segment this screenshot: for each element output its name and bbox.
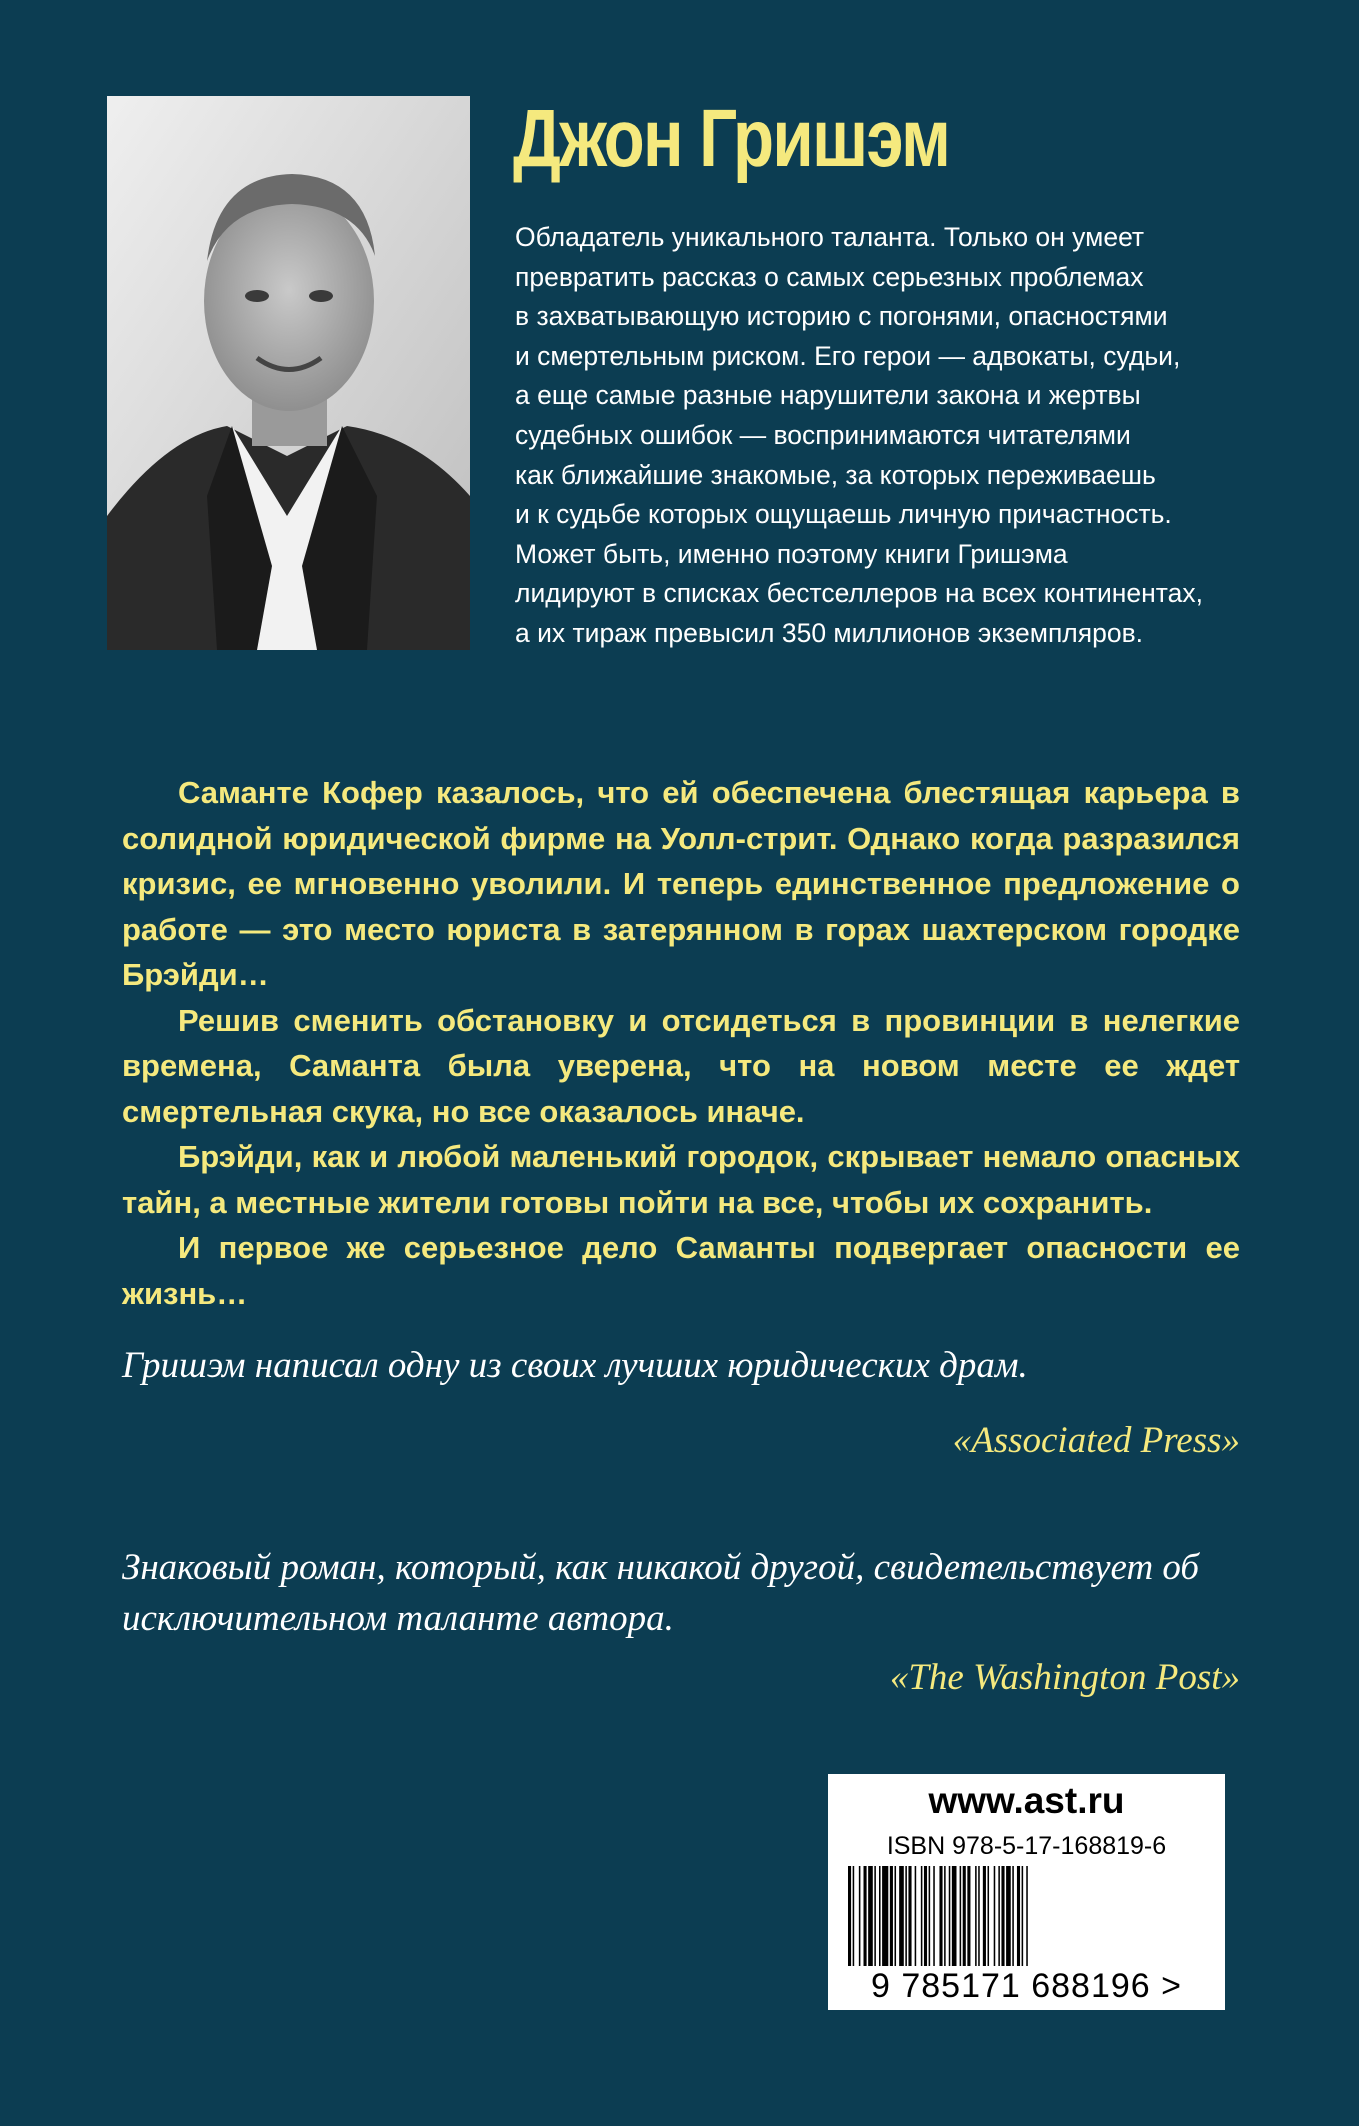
barcode-bar bbox=[960, 1866, 962, 1966]
publisher-url: www.ast.ru bbox=[928, 1780, 1125, 1821]
barcode-bar bbox=[905, 1866, 907, 1966]
bio-line: Может быть, именно поэтому книги Гришэма bbox=[515, 538, 1068, 569]
barcode-bar bbox=[1026, 1866, 1028, 1966]
isbn-label: ISBN 978-5-17-168819-6 bbox=[886, 1832, 1167, 1860]
barcode-bar bbox=[882, 1866, 888, 1966]
quote-text: Знаковый роман, который, как никакой другой, свидетельствует об исключительном таланте автора. bbox=[122, 1547, 1200, 1639]
barcode-bar bbox=[929, 1866, 931, 1966]
author-photo bbox=[107, 96, 470, 650]
barcode-bar bbox=[868, 1866, 873, 1966]
barcode-digits: 9 785171 688196 > bbox=[870, 1967, 1182, 2005]
barcode-bar bbox=[975, 1866, 977, 1966]
barcode-bar bbox=[1012, 1866, 1014, 1966]
bio-line: и к судьбе которых ощущаешь личную причастность. bbox=[515, 499, 1172, 530]
annotation-paragraph: Решив сменить обстановку и отсидеться в провинции в нелегкие времена, Саманта была уверена, что на новом месте ее ждет смертельная скука, но все оказалось иначе. bbox=[122, 1002, 1240, 1129]
quote-text: Гришэм написал одну из своих лучших юридических драм. bbox=[122, 1345, 1028, 1386]
barcode-bar bbox=[1022, 1866, 1024, 1966]
bio-line: как ближайшие знакомые, за которых переживаешь bbox=[515, 459, 1156, 490]
bio-line: в захватывающую историю с погонями, опасностями bbox=[515, 301, 1168, 332]
annotation-paragraph: Брэйди, как и любой маленький городок, скрывает немало опасных тайн, а местные жители готовы пойти на все, чтобы их сохранить. bbox=[122, 1139, 1240, 1220]
barcode-bar bbox=[952, 1866, 957, 1966]
author-bio bbox=[515, 218, 1295, 654]
bio-line: превратить рассказ о самых серьезных проблемах bbox=[515, 261, 1144, 292]
barcode-bar bbox=[874, 1866, 876, 1966]
press-quote bbox=[122, 1340, 1240, 1466]
barcode-bar bbox=[899, 1866, 904, 1966]
press-quote bbox=[122, 1542, 1240, 1703]
bio-line: Обладатель уникального таланта. Только он умеет bbox=[515, 222, 1145, 252]
barcode-bar bbox=[879, 1866, 881, 1966]
barcode-bar bbox=[915, 1866, 917, 1966]
annotation-paragraph: Саманте Кофер казалось, что ей обеспечена блестящая карьера в солидной юридической фирме на Уолл-стрит. Однако когда разразился кризис, ее мгновенно уволили. И теперь единственное предложение о работе — это место юриста в затерянном в горах шахтерском городке Брэйди… bbox=[122, 775, 1240, 992]
barcode-bar bbox=[1006, 1866, 1011, 1966]
barcode-bars bbox=[848, 1866, 1205, 1966]
bio-line: судебных ошибок — воспринимаются читателями bbox=[515, 419, 1131, 450]
barcode-bar bbox=[859, 1866, 861, 1966]
barcode-bar bbox=[939, 1866, 942, 1966]
barcode-bar bbox=[933, 1866, 935, 1966]
barcode-bar bbox=[949, 1866, 951, 1966]
barcode-bar bbox=[983, 1866, 986, 1966]
barcode-bar bbox=[967, 1866, 970, 1966]
quote-source: «Associated Press» bbox=[952, 1420, 1240, 1461]
barcode-bar bbox=[895, 1866, 897, 1966]
barcode-bar bbox=[998, 1866, 1000, 1966]
annotation-paragraph: И первое же серьезное дело Саманты подвергает опасности ее жизнь… bbox=[122, 1230, 1240, 1311]
barcode-bar bbox=[1017, 1866, 1020, 1966]
barcode-bar bbox=[848, 1866, 851, 1966]
barcode-bar bbox=[963, 1866, 966, 1966]
bio-line: и смертельным риском. Его герои — адвокаты, судьи, bbox=[515, 340, 1181, 371]
barcode-bar bbox=[853, 1866, 855, 1966]
barcode-bar bbox=[921, 1866, 923, 1966]
barcode-bar bbox=[988, 1866, 990, 1966]
book-annotation bbox=[122, 770, 1240, 1316]
barcode-bar bbox=[924, 1866, 927, 1966]
bio-line: лидируют в списках бестселлеров на всех континентах, bbox=[515, 578, 1203, 609]
author-name: Джон Гришэм bbox=[513, 93, 950, 184]
barcode-bar bbox=[994, 1866, 996, 1966]
quote-source: «The Washington Post» bbox=[889, 1657, 1240, 1698]
barcode-bar bbox=[944, 1866, 946, 1966]
barcode-panel bbox=[828, 1774, 1225, 2010]
barcode-bar bbox=[864, 1866, 867, 1966]
barcode-bar bbox=[978, 1866, 980, 1966]
barcode-bar bbox=[908, 1866, 911, 1966]
bio-line: а еще самые разные нарушители закона и жертвы bbox=[515, 380, 1141, 411]
barcode-bar bbox=[1001, 1866, 1004, 1966]
bio-line: а их тираж превысил 350 миллионов экземпляров. bbox=[515, 617, 1144, 648]
barcode-bar bbox=[890, 1866, 893, 1966]
author-portrait bbox=[107, 96, 470, 650]
